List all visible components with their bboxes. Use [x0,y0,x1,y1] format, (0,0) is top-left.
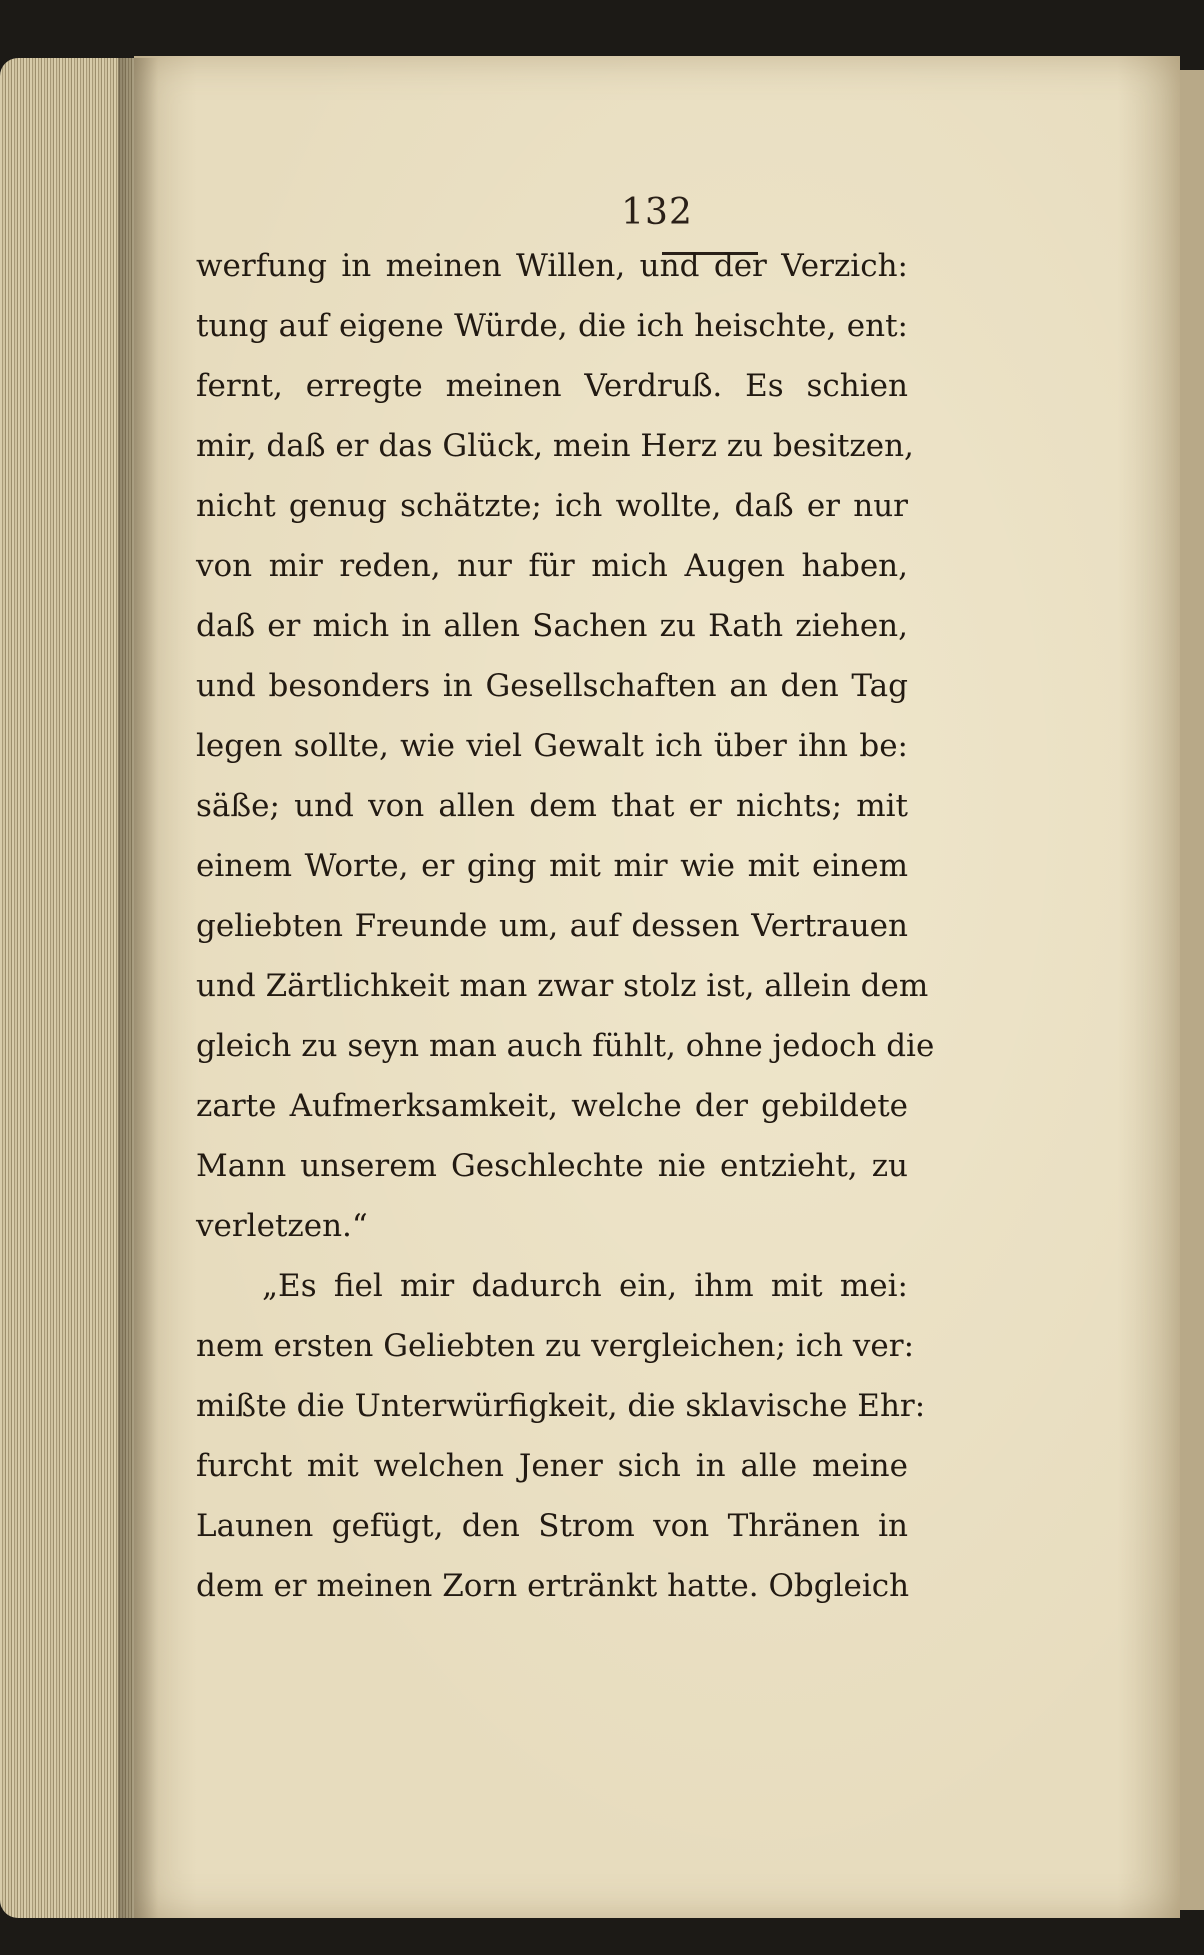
page-number: 132 [621,192,693,233]
text-line: dem er meinen Zorn ertränkt hatte. Obgleich [196,1568,910,1604]
gutter-shadow [118,58,158,1918]
text-line: und besonders in Gesellschaften an den Tag [196,668,908,704]
text-line: legen sollte, wie viel Gewalt ich über ihn be: [196,728,908,764]
text-line: mißte die Unterwürfigkeit, die sklavische Ehr: [196,1388,926,1424]
text-line: säße; und von allen dem that er nichts; mit [196,788,908,824]
text-line: mir, daß er das Glück, mein Herz zu besitzen, [196,428,914,464]
text-line: gleich zu seyn man auch fühlt, ohne jedoch die [196,1028,935,1064]
paragraph-start-line: „Es fiel mir dadurch ein, ihm mit mei: [262,1268,908,1304]
text-line: furcht mit welchen Jener sich in alle meine [196,1448,908,1484]
text-line: Launen gefügt, den Strom von Thränen in [196,1508,908,1544]
text-line: und Zärtlichkeit man zwar stolz ist, allein dem [196,968,929,1004]
text-line: von mir reden, nur für mich Augen haben, [196,548,908,584]
text-line: nem ersten Geliebten zu vergleichen; ich ver: [196,1328,915,1364]
paragraph-end-line: verletzen.“ [196,1208,368,1244]
text-line: fernt, erregte meinen Verdruß. Es schien [196,368,908,404]
body-text [196,236,935,1616]
text-line: zarte Aufmerksamkeit, welche der gebildete [196,1088,908,1124]
text-line: daß er mich in allen Sachen zu Rath ziehen, [196,608,908,644]
text-line: nicht genug schätzte; ich wollte, daß er nur [196,488,908,524]
text-line: werfung in meinen Willen, und der Verzich: [196,248,908,284]
text-line: tung auf eigene Würde, die ich heischte, ent: [196,308,908,344]
text-line: Mann unserem Geschlechte nie entzieht, zu [196,1148,908,1184]
text-line: geliebten Freunde um, auf dessen Vertrauen [196,908,908,944]
text-line: einem Worte, er ging mit mir wie mit einem [196,848,908,884]
